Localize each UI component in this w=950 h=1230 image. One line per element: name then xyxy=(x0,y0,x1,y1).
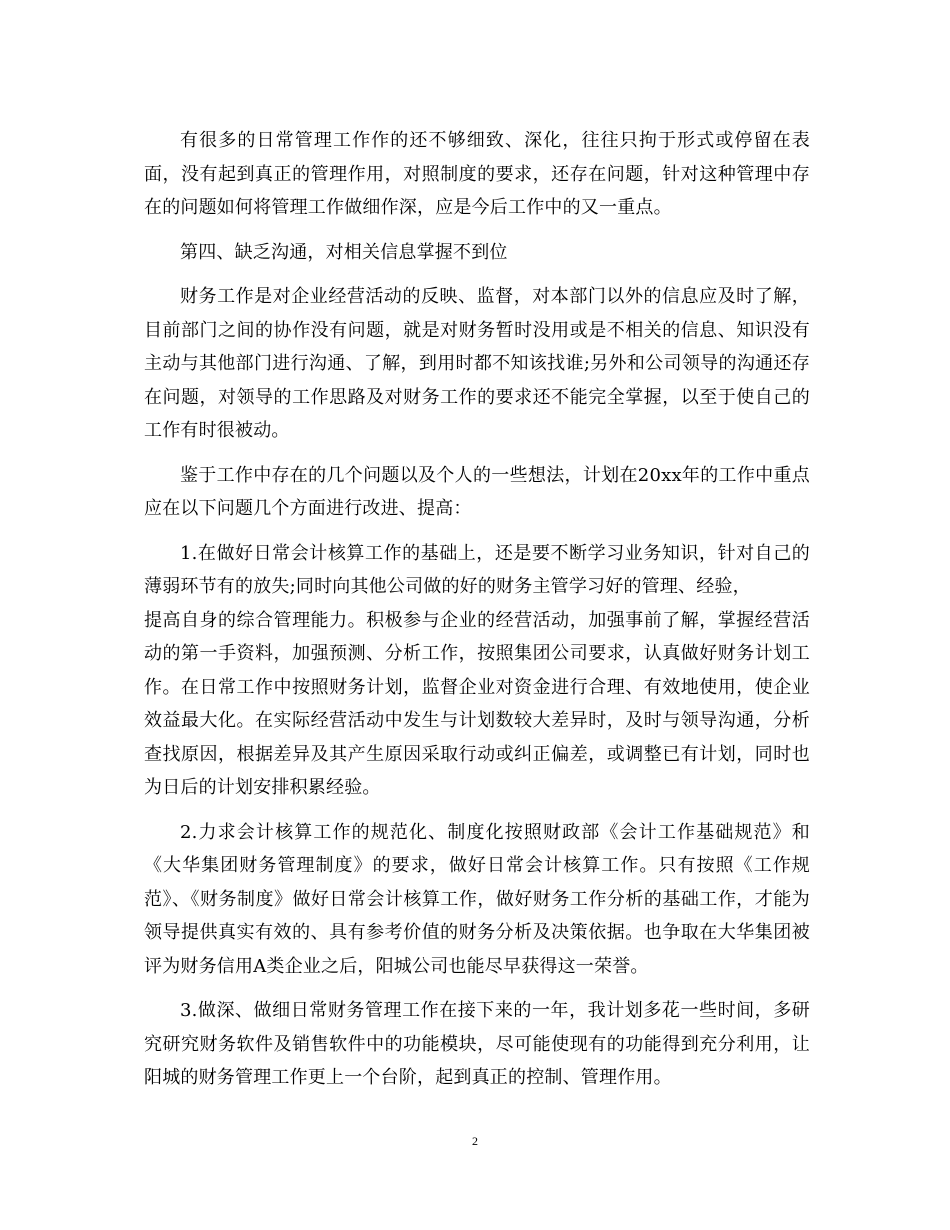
paragraph-plan-intro: 鉴于工作中存在的几个问题以及个人的一些想法，计划在20xx年的工作中重点应在以下问题几个方面进行改进、提高： xyxy=(144,464,810,519)
paragraph-communication: 财务工作是对企业经营活动的反映、监督，对本部门以外的信息应及时了解，目前部门之间的协作没有问题，就是对财务暂时没用或是不相关的信息、知识没有主动与其他部门进行沟通、了解，到用时都不知该找谁;另外和公司领导的沟通还存在问题，对领导的工作思路及对财务工作的要求还不能完全掌握，以至于使自己的工作有时很被动。 xyxy=(144,286,810,441)
document-body xyxy=(144,124,810,1106)
heading-lack-of-communication: 第四、缺乏沟通，对相关信息掌握不到位 xyxy=(180,241,508,263)
paragraph-item-3: 3.做深、做细日常财务管理工作在接下来的一年，我计划多花一些时间，多研究研究财务软件及销售软件中的功能模块，尽可能使现有的功能得到充分利用，让阳城的财务管理工作更上一个台阶，起到真正的控制、管理作用。 xyxy=(144,1000,810,1088)
paragraph-item-2: 2.力求会计核算工作的规范化、制度化按照财政部《会计工作基础规范》和《大华集团财务管理制度》的要求，做好日常会计核算工作。只有按照《工作规范》、《财务制度》做好日常会计核算工作，做好财务工作分析的基础工作，才能为领导提供真实有效的、具有参考价值的财务分析及决策依据。也争取在大华集团被评为财务信用A类企业之后，阳城公司也能尽早获得这一荣誉。 xyxy=(144,821,810,977)
page-number: 2 xyxy=(472,1134,478,1148)
paragraph-item-1-continued: 提高自身的综合管理能力。积极参与企业的经营活动，加强事前了解，掌握经营活动的第一手资料，加强预测、分析工作，按照集团公司要求，认真做好财务计划工作。在日常工作中按照财务计划，监督企业对资金进行合理、有效地使用，使企业效益最大化。在实际经营活动中发生与计划数较大差异时，及时与领导沟通，分析查找原因，根据差异及其产生原因采取行动或纠正偏差，或调整已有计划，同时也为日后的计划安排积累经验。 xyxy=(144,609,810,798)
paragraph-management-depth: 有很多的日常管理工作作的还不够细致、深化，往往只拘于形式或停留在表面，没有起到真正的管理作用，对照制度的要求，还存在问题，针对这种管理中存在的问题如何将管理工作做细作深，应是今后工作中的又一重点。 xyxy=(144,130,810,218)
paragraph-item-1: 1.在做好日常会计核算工作的基础上，还是要不断学习业务知识，针对自己的薄弱环节有的放失;同时向其他公司做的好的财务主管学习好的管理、经验， xyxy=(144,542,810,597)
